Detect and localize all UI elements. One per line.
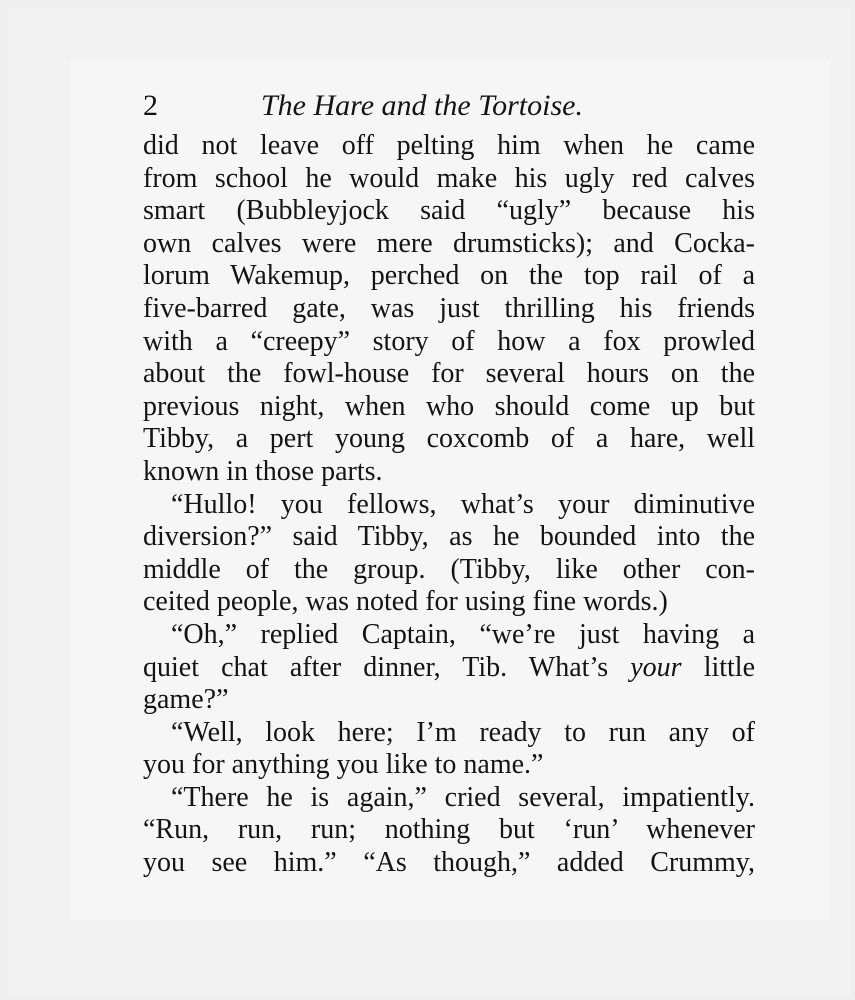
text-line: with a “creepy” story of how a fox prowled xyxy=(143,325,755,357)
text-line: about the fowl-house for several hours on the xyxy=(143,358,755,390)
text-line: game?” xyxy=(143,684,229,716)
text-line: middle of the group. (Tibby, like other con- xyxy=(143,553,755,585)
text-line: “There he is again,” cried several, impatiently. xyxy=(171,781,755,813)
italic-word: your xyxy=(630,651,682,683)
text-line: five-barred gate, was just thrilling his friends xyxy=(143,292,755,324)
text-line: “Well, look here; I’m ready to run any of xyxy=(171,716,755,748)
text-line: “Oh,” replied Captain, “we’re just having a xyxy=(171,618,755,650)
text-segment: quiet chat after dinner, Tib. What’s xyxy=(143,651,609,683)
text-line: own calves were mere drumsticks); and Cocka- xyxy=(143,227,755,259)
text-line: lorum Wakemup, perched on the top rail of a xyxy=(143,260,755,292)
text-line: smart (Bubbleyjock said “ugly” because his xyxy=(143,195,755,227)
page-number: 2 xyxy=(143,89,158,122)
text-segment: little xyxy=(703,651,756,683)
running-title: The Hare and the Tortoise. xyxy=(261,89,583,122)
body-text xyxy=(143,130,755,880)
text-line: did not leave off pelting him when he came xyxy=(143,130,755,161)
text-line: diversion?” said Tibby, as he bounded into the xyxy=(143,521,755,553)
text-line: “Hullo! you fellows, what’s your diminutive xyxy=(171,488,755,520)
text-line-with-italic xyxy=(143,652,755,685)
text-line: from school he would make his ugly red calves xyxy=(143,162,755,194)
text-line: Tibby, a pert young coxcomb of a hare, well xyxy=(143,423,755,455)
text-line: “Run, run, run; nothing but ‘run’ whenever xyxy=(143,814,755,846)
text-line: ceited people, was noted for using fine words.) xyxy=(143,586,668,618)
text-line: you for anything you like to name.” xyxy=(143,749,544,781)
text-line: previous night, when who should come up but xyxy=(143,390,755,422)
text-line: you see him.” “As though,” added Crummy, xyxy=(143,847,755,879)
text-line: known in those parts. xyxy=(143,455,383,487)
page-header xyxy=(143,86,755,126)
